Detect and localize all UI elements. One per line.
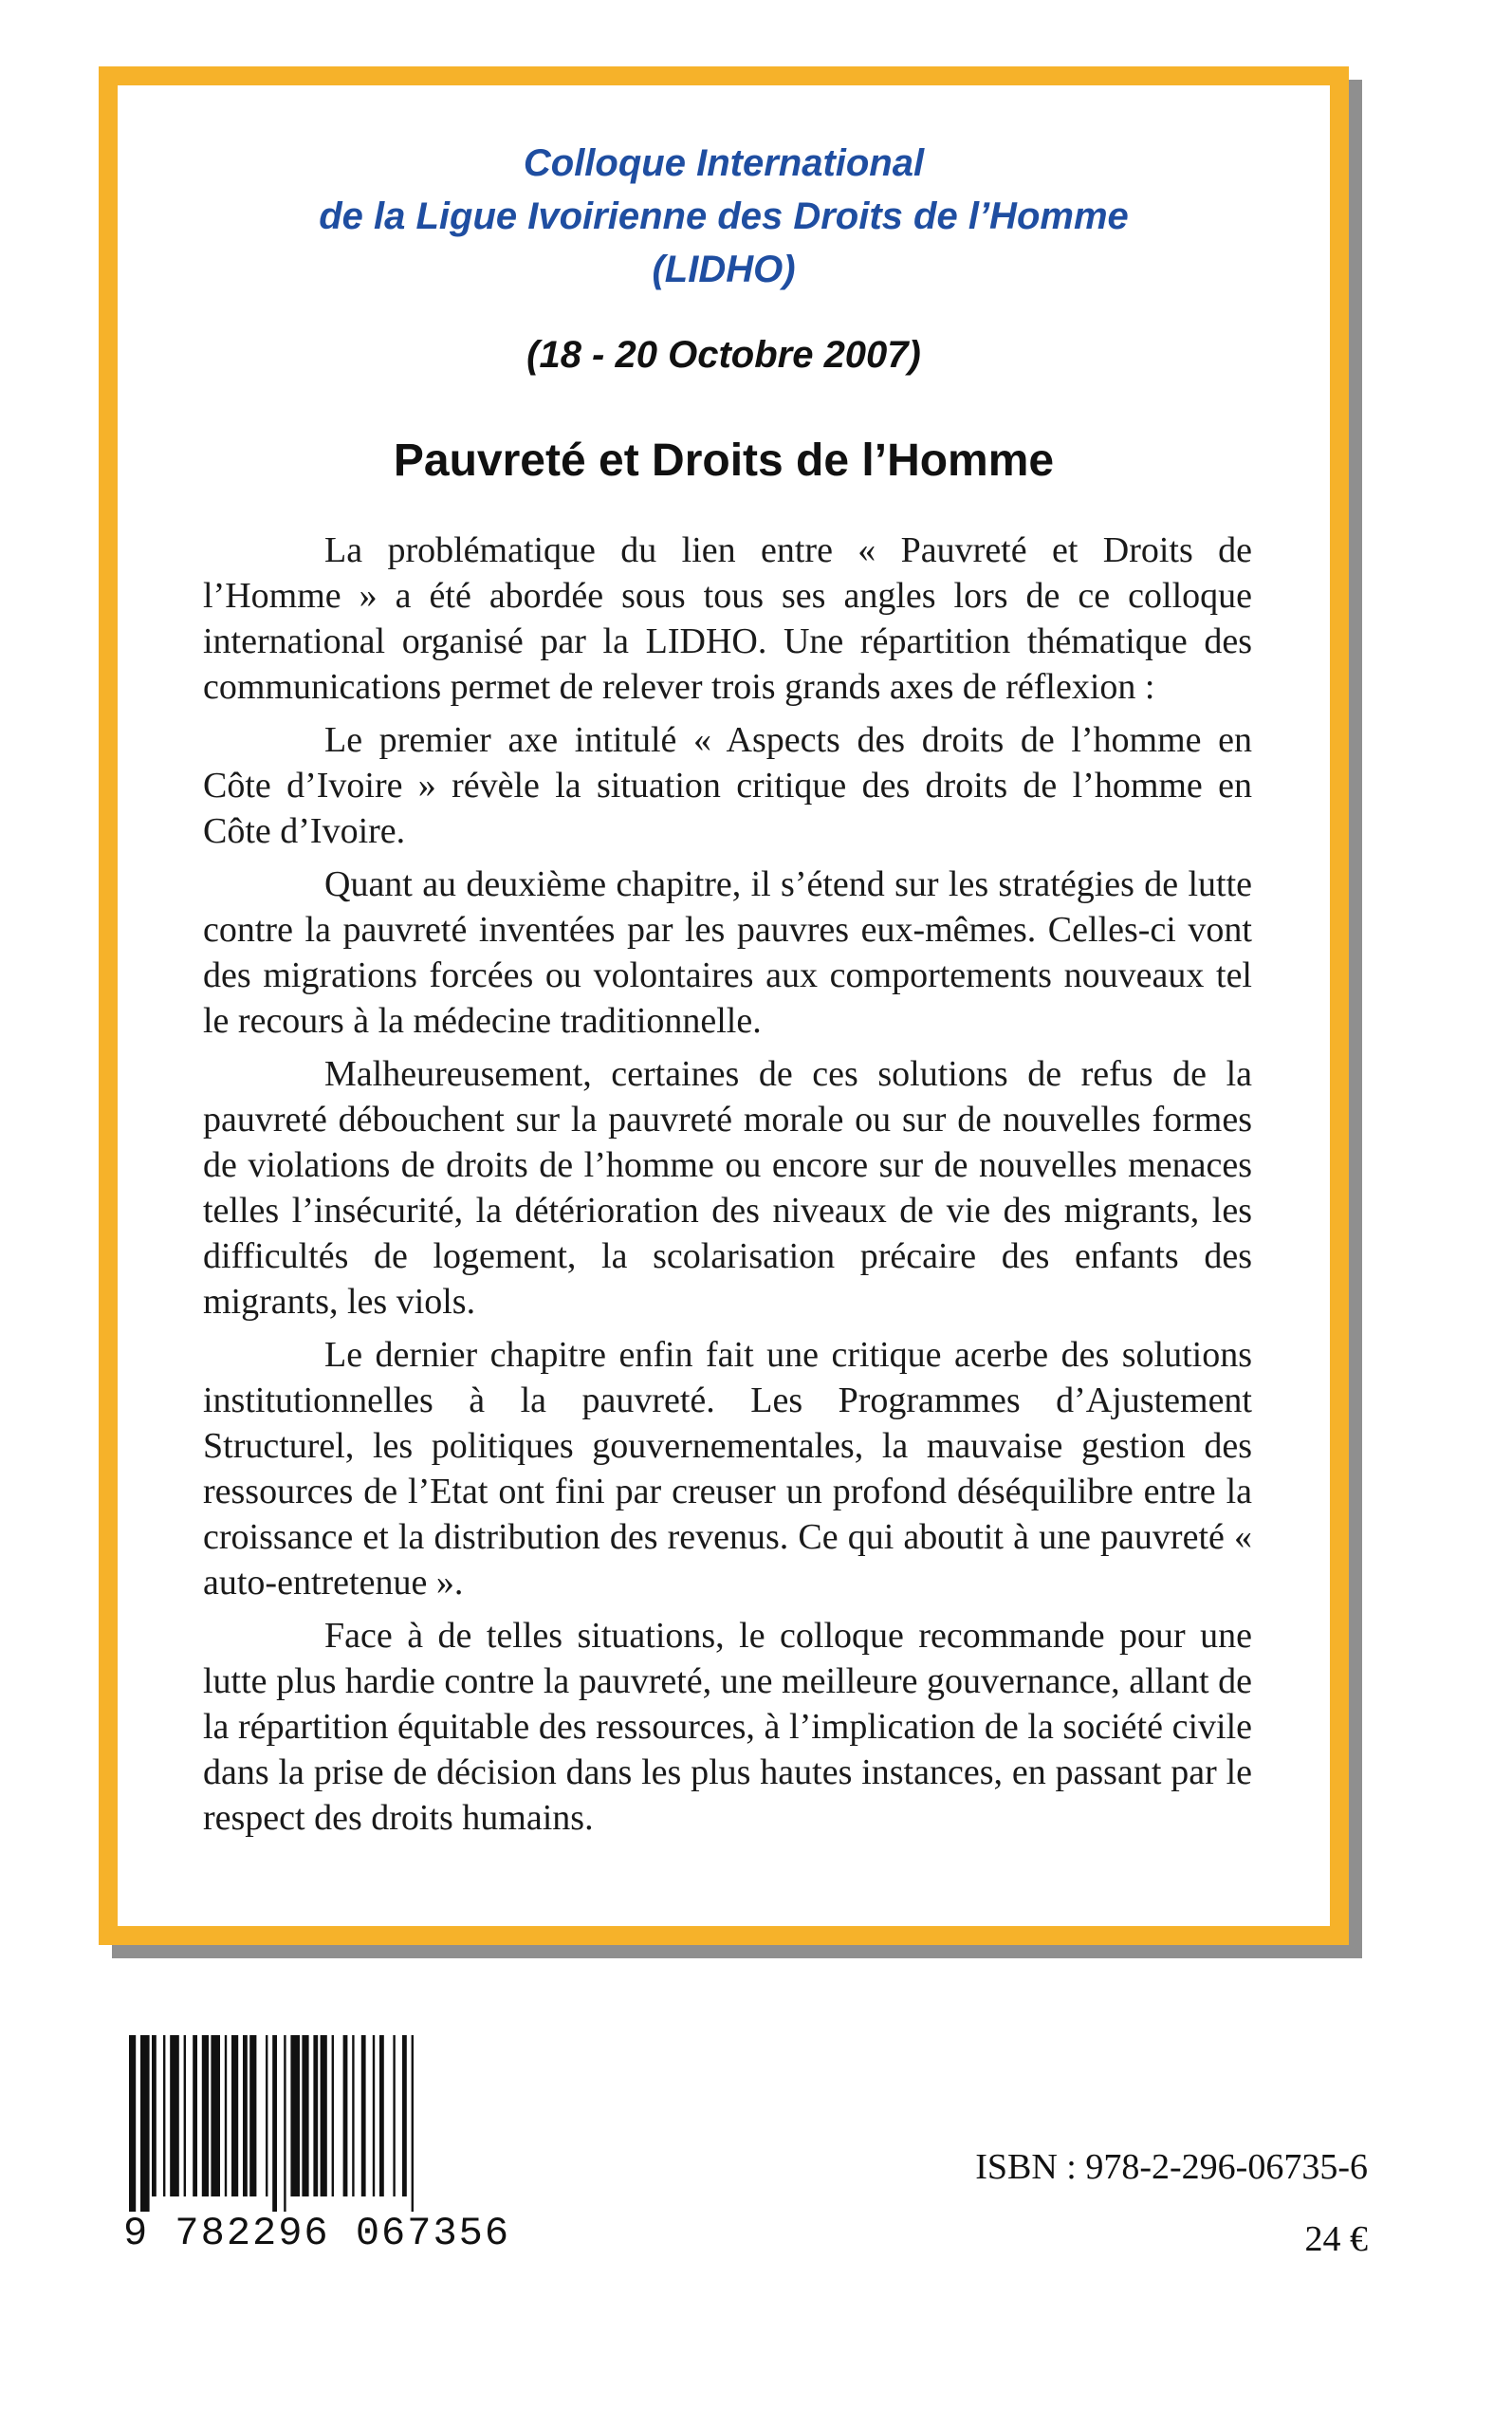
barcode-bar	[302, 2035, 308, 2196]
barcode-bar	[225, 2035, 227, 2196]
barcode-bar	[402, 2035, 407, 2196]
barcode-bar	[193, 2035, 197, 2196]
barcode-bar	[170, 2035, 179, 2196]
heading-line-1: Colloque International	[523, 142, 925, 184]
barcode-bar	[184, 2035, 186, 2196]
barcode-bar	[231, 2035, 238, 2196]
book-title: Pauvreté et Droits de l’Homme	[393, 435, 1055, 486]
barcode-bar	[243, 2035, 248, 2196]
barcode	[123, 2035, 511, 2256]
paragraph: Face à de telles situations, le colloque recommande pour une lutte plus hardie contre la pauvreté, une meilleure gouvernance, allant de la répartition équitable des ressources, à l’implication de la société civile dans la prise de décision dans les plus hautes instances, en passant par le respect des droits humains.	[203, 1616, 1252, 1838]
barcode-bar	[211, 2035, 220, 2196]
barcode-bar	[361, 2035, 366, 2196]
barcode-bar	[313, 2035, 318, 2196]
paragraph: La problématique du lien entre « Pauvreté et Droits de l’Homme » a été abordée sous tous ses angles lors de ce colloque international organisé par la LIDHO. Une répartition thématique des communications permet de relever trois grands axes de réflexion :	[203, 530, 1252, 707]
barcode-bar	[373, 2035, 375, 2196]
barcode-bar	[412, 2035, 414, 2212]
barcode-bar	[266, 2035, 267, 2196]
paragraph: Le premier axe intitulé « Aspects des droits de l’homme en Côte d’Ivoire » révèle la situation critique des droits de l’homme en Côte d’Ivoire.	[203, 720, 1252, 851]
barcode-bars	[123, 2035, 508, 2212]
colloquium-heading	[118, 137, 1330, 296]
barcode-bar	[272, 2035, 277, 2212]
barcode-bar	[140, 2035, 150, 2212]
barcode-bar	[321, 2035, 327, 2196]
barcode-bar	[202, 2035, 209, 2196]
barcode-bar	[290, 2035, 300, 2196]
paragraph: Quant au deuxième chapitre, il s’étend sur les stratégies de lutte contre la pauvreté inventées par les pauvres eux-mêmes. Celles-ci vont des migrations forcées ou volontaires aux comportements nouveaux tel le recours à la médecine traditionnelle.	[203, 864, 1252, 1041]
barcode-bar	[284, 2035, 286, 2212]
text-panel	[118, 85, 1330, 1926]
barcode-bar	[332, 2035, 334, 2196]
barcode-bar	[352, 2035, 354, 2196]
barcode-bar	[152, 2035, 157, 2196]
heading-line-2: de la Ligue Ivoirienne des Droits de l’Homme	[319, 195, 1129, 237]
paragraph: Malheureusement, certaines de ces solutions de refus de la pauvreté débouchent sur la pauvreté morale ou sur de nouvelles formes de violations de droits de l’homme ou encore sur de nouvelles menaces telles l’insécurité, la détérioration des niveaux de vie des migrants, les difficultés de logement, la scolarisation précaire des enfants des migrants, les viols.	[203, 1054, 1252, 1322]
back-cover-summary	[203, 528, 1252, 1848]
barcode-bar	[129, 2035, 136, 2212]
barcode-bar	[379, 2035, 384, 2196]
heading-line-3: (LIDHO)	[652, 249, 796, 290]
paragraph: Le dernier chapitre enfin fait une critique acerbe des solutions institutionnelles à la pauvreté. Les Programmes d’Ajustement Structurel, les politiques gouvernementales, la mauvaise gestion des ressources de l’Etat ont fini par creuser un profond déséquilibre entre la croissance et la distribution des revenus. Ce qui aboutit à une pauvreté « auto-entretenue ».	[203, 1335, 1252, 1603]
barcode-bar	[393, 2035, 395, 2196]
price: 24 €	[1304, 2219, 1368, 2259]
barcode-bar	[249, 2035, 256, 2196]
barcode-digits: 9 782296 067356	[123, 2211, 511, 2256]
event-dates: (18 - 20 Octobre 2007)	[526, 334, 921, 376]
barcode-bar	[343, 2035, 348, 2196]
isbn-number: ISBN : 978-2-296-06735-6	[975, 2147, 1368, 2187]
barcode-bar	[163, 2035, 165, 2196]
